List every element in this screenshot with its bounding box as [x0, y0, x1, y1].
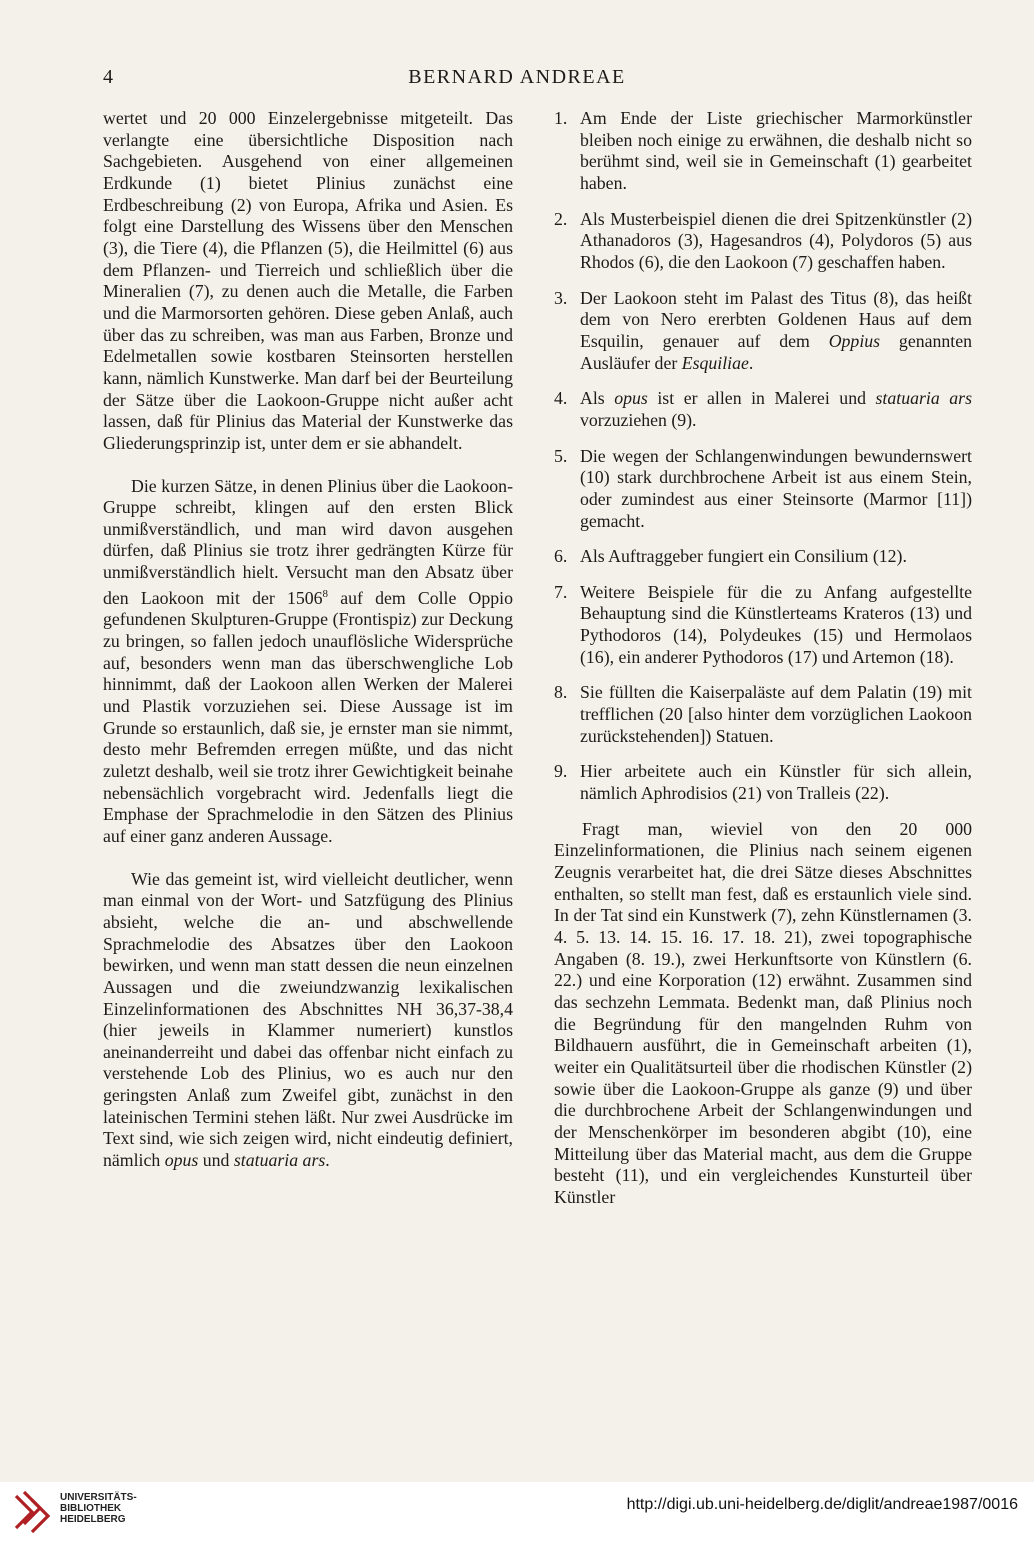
list-item — [554, 761, 972, 804]
library-line: HEIDELBERG — [60, 1514, 126, 1525]
list-item — [554, 446, 972, 533]
latin-term: Oppius — [828, 330, 881, 351]
list-item — [554, 546, 972, 568]
paragraph-text: Die kurzen Sätze, in denen Plinius über die Laokoon-Gruppe schreibt, klingen auf den ersten Blick unmißverständlich, und man wird davon ausgehen dürfen, daß Plinius sie trotz ihrer gedrängten Kürze für unmißverständlich hielt. Versucht man den Absatz über den Laokoon mit der 1506 — [103, 475, 513, 608]
paragraph — [103, 869, 513, 1172]
source-url[interactable]: http://digi.ub.uni-heidelberg.de/diglit/andreae1987/0016 — [626, 1496, 1018, 1513]
text-run: ist er allen in Malerei und — [647, 388, 876, 409]
right-column — [554, 108, 972, 1209]
list-number: 3. — [554, 287, 568, 308]
list-number: 9. — [554, 761, 568, 782]
latin-term: opus — [614, 388, 648, 409]
latin-term: opus — [164, 1150, 199, 1171]
list-item — [554, 209, 972, 274]
list-text: Hier arbeitete auch ein Künstler für sich allein, nämlich Aphrodisios (21) von Tralleis (22). — [580, 761, 972, 804]
paragraph — [103, 476, 513, 848]
library-line: BIBLIOTHEK — [60, 1503, 122, 1514]
list-text: Die wegen der Schlangenwindungen bewundernswert (10) stark durchbrochene Arbeit ist aus einem Stein, oder zumindest aus einer Steinsorte (Marmor [11]) gemacht. — [580, 445, 972, 531]
paragraph-text: auf dem Colle Oppio gefundenen Skulpturen-Gruppe (Frontispiz) zur Deckung zu bringen, so fallen jedoch unauflösliche Widersprüche auf, besonders wenn man das überschwengliche Lob hinnimmt, daß der Laokoon allen Werken der Malerei und Plastik vorzuziehen sei. Diese Aussage ist im Grunde so erstaunlich, daß sie, je ernster man sie nimmt, desto mehr Befremden erregen müßte, und das nicht zuletzt deshalb, weil sie trotz ihrer Gewichtigkeit beinahe nebensächlich vorgebracht wird. Jedenfalls liegt die Emphase der Sprachmelodie in den Sätzen des Plinius auf einer ganz anderen Aussage. — [103, 587, 513, 846]
paragraph-text: . — [325, 1150, 330, 1171]
list-text — [580, 288, 972, 375]
text-run: Der Laokoon steht im Palast des Titus (8), das heißt dem von Nero ererbten Goldenen Haus auf dem Esquilin, genauer auf dem — [580, 287, 972, 351]
list-text — [580, 388, 972, 431]
left-column — [103, 108, 513, 1172]
paragraph: Fragt man, wieviel von den 20 000 Einzelinformationen, die Plinius nach seinem eigenen Zeugnis verarbeitet hat, die drei Sätze dieses Abschnittes enthalten, so stellt man fest, daß es erstaunlich viele sind. In der Tat sind ein Kunstwerk (7), zehn Künstlernamen (3. 4. 5. 13. 14. 15. 16. 17. 18. 21), zwei topographische Angaben (8. 19.), zwei Herkunftsorte von Künstlern (6. 22.) und eine Korporation (12) erwähnt. Zusammen sind das sechzehn Lemmata. Bedenkt man, daß Plinius noch die Begründung für den mangelnden Ruhm von Bildhauern ausführt, die in Gemeinschaft arbeiten (1), weiter ein Qualitätsurteil über die rhodischen Künstler (2) sowie über die Laokoon-Gruppe als ganze (9) und über die durchbrochene Arbeit der Schlangenwindungen und der Menschenkörper im besonderen abgibt (10), eine Mitteilung über das Material macht, aus dem die Gruppe besteht (11), und ein vergleichendes Kunsturteil über Künstler — [554, 818, 972, 1207]
page-number: 4 — [103, 66, 113, 88]
list-number: 6. — [554, 546, 568, 567]
text-run: vorzuziehen (9). — [580, 409, 697, 430]
list-item — [554, 682, 972, 747]
text-run: . — [748, 352, 754, 373]
paragraph: wertet und 20 000 Einzelergebnisse mitgeteilt. Das verlangte eine übersichtliche Disposition nach Sachgebieten. Ausgehend von einer allgemeinen Erdkunde (1) bietet Plinius zunächst eine Erdbeschreibung (2) von Europa, Afrika und Asien. Es folgt eine Darstellung des Wissens über den Menschen (3), die Tiere (4), die Pflanzen (5), die Heilmittel (6) aus dem Pflanzen- und Tierreich und schließlich über die Mineralien (7), zu denen auch die Metalle, die Farben und die Marmorsorten gehören. Diese geben Anlaß, auch über das zu schreiben, was man aus Farben, Bronze und Edelmetallen sowie kostbaren Steinsorten herstellen kann, nämlich Kunstwerke. Man darf bei der Beurteilung der Sätze über die Laokoon-Gruppe nicht außer acht lassen, daß für Plinius das Material der Kunstwerke das Gliederungsprinzip ist, unter dem er sie abhandelt. — [103, 108, 513, 453]
latin-term: Esquiliae — [681, 352, 749, 373]
footer-bar — [0, 1482, 1034, 1550]
library-line: UNIVERSITÄTS- — [60, 1492, 137, 1503]
list-text: Weitere Beispiele für die zu Anfang aufgestellte Behauptung sind die Künstlerteams Krateros (13) und Pythodoros (14), Polydeukes (15) und Hermolaos (16), ein anderer Pythodoros (17) und Artemon (18). — [580, 581, 972, 667]
list-number: 5. — [554, 445, 568, 466]
list-number: 8. — [554, 682, 568, 703]
paragraph-text: und — [198, 1150, 234, 1171]
paragraph-text: Wie das gemeint ist, wird vielleicht deutlicher, wenn man einmal von der Wort- und Satzfügung des Plinius absieht, welche die an- und abschwellende Sprachmelodie des Absatzes über den Laokoon bewirken, und wenn man statt dessen die neun einzelnen Aussagen und die zweiundzwanzig lexikalischen Einzelinformationen des Abschnittes NH 36,37-38,4 (hier jeweils in Klammer numeriert) kunstlos aneinanderreiht und dabei das offenbar nicht einfach zu verstehende Lob des Plinius, wo es auch nur den geringsten Anlaß zum Zweifel gibt, zunächst in den lateinischen Termini stehen läßt. Nur zwei Ausdrücke im Text sind, wie sich zeigen wird, nicht eindeutig definiert, nämlich — [103, 868, 513, 1171]
list-number: 7. — [554, 581, 568, 602]
latin-term: statuaria ars — [875, 388, 972, 409]
library-logo-icon — [10, 1486, 54, 1547]
text-run: genannten Ausläufer der — [580, 330, 972, 373]
list-number: 4. — [554, 388, 568, 409]
footnote-ref: 8 — [322, 587, 329, 600]
list-text: Sie füllten die Kaiserpaläste auf dem Palatin (19) mit trefflichen (20 [also hinter dem vorzüglichen Laokoon zurückstehenden]) Statuen. — [580, 682, 972, 746]
list-text: Als Musterbeispiel dienen die drei Spitzenkünstler (2) Athanadoros (3), Hagesandros (4), Polydoros (5) aus Rhodos (6), die den Laokoon (7) geschaffen haben. — [580, 208, 972, 272]
list-item — [554, 388, 972, 431]
text-run: Als — [580, 388, 615, 409]
list-number: 1. — [554, 108, 568, 128]
library-name — [60, 1492, 137, 1525]
list-text: Als Auftraggeber fungiert ein Consilium (12). — [580, 546, 907, 567]
list-item — [554, 288, 972, 375]
list-item — [554, 582, 972, 669]
latin-term: statuaria ars — [233, 1150, 326, 1171]
list-item — [554, 108, 972, 195]
running-head: BERNARD ANDREAE — [408, 66, 626, 88]
list-text: Am Ende der Liste griechischer Marmorkünstler bleiben noch einige zu erwähnen, die deshalb nicht so berühmt sind, weil sie in Gemeinschaft (1) gearbeitet haben. — [580, 108, 972, 193]
list-number: 2. — [554, 208, 568, 229]
